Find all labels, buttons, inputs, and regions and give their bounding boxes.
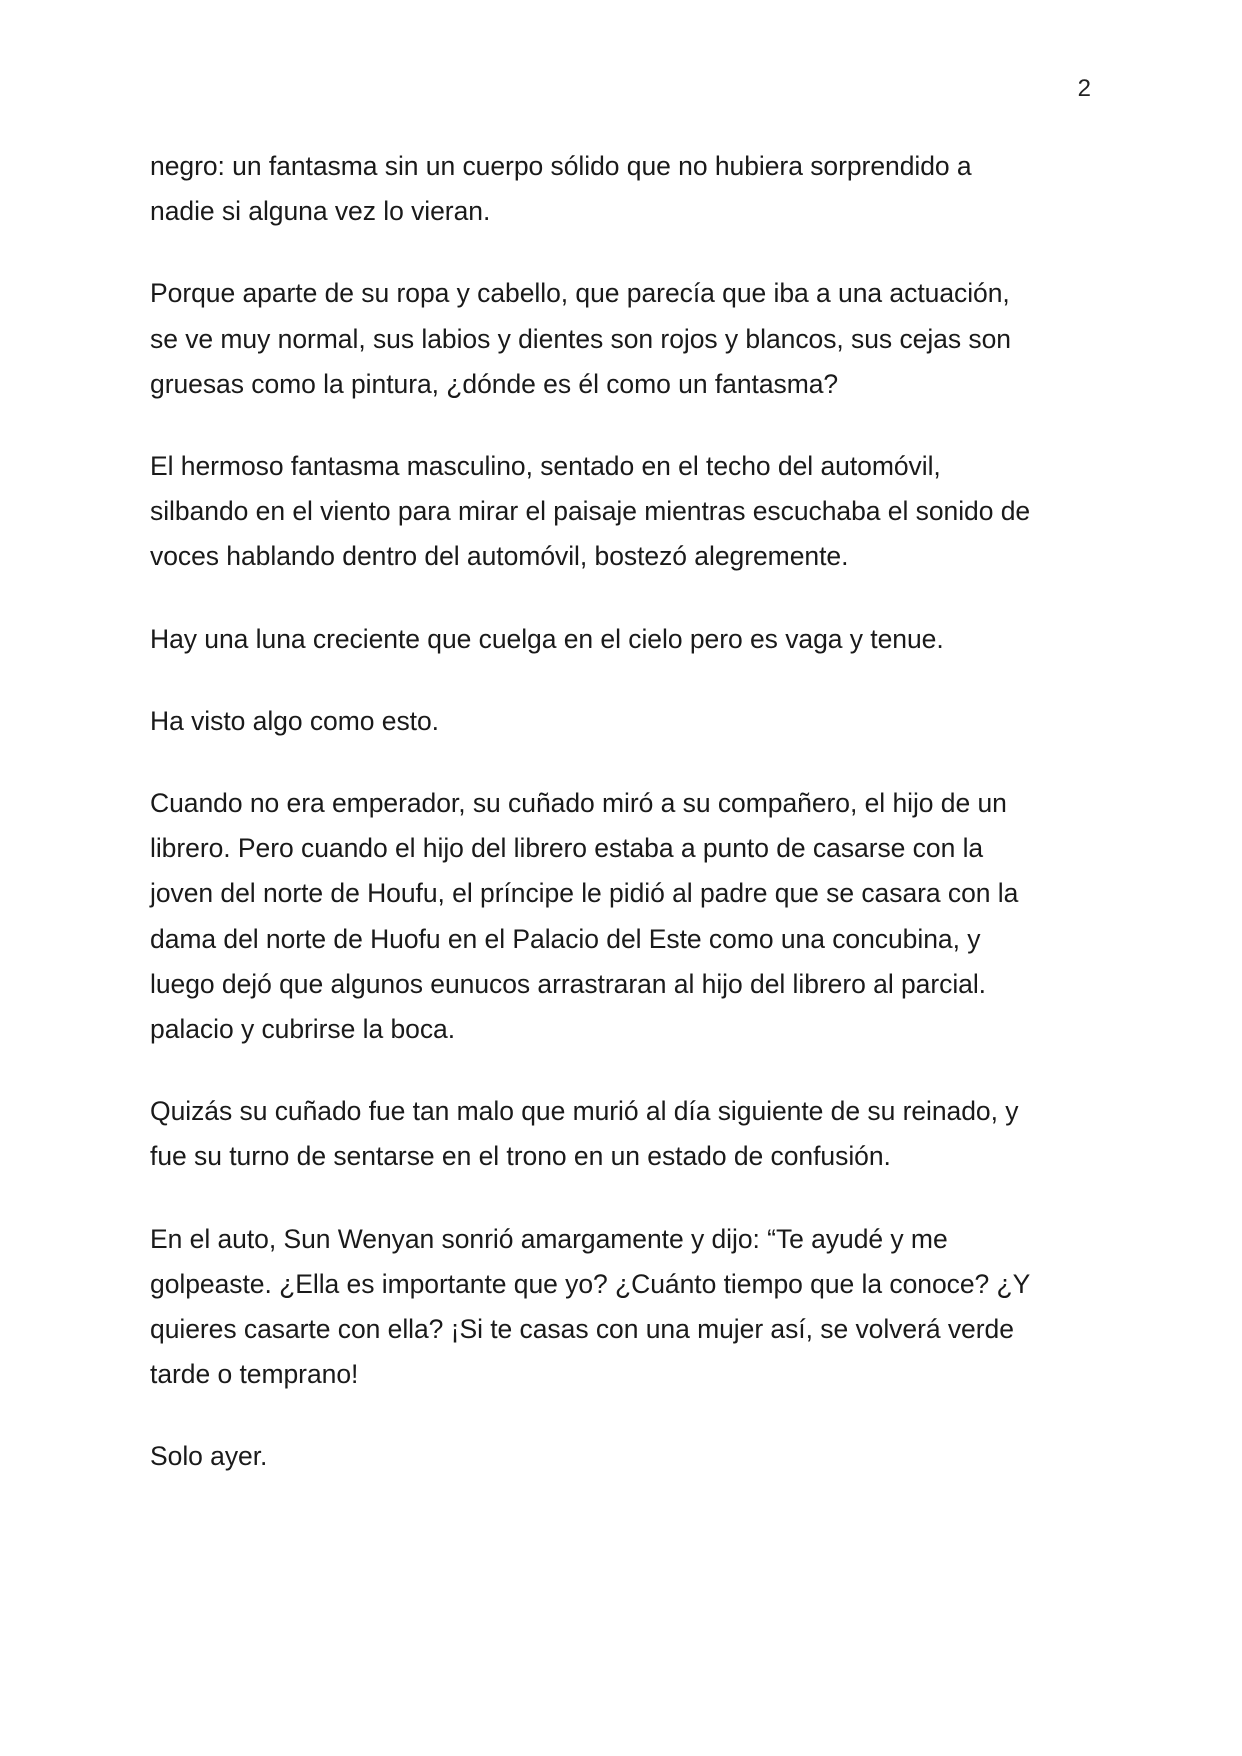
- paragraph-8: En el auto, Sun Wenyan sonrió amargamente y dijo: “Te ayudé y me golpeaste. ¿Ella es importante que yo? ¿Cuánto tiempo que la conoce? ¿Y quieres casarte con ella? ¡Si te casas con una mujer así, se volverá verde tarde o temprano!: [150, 1223, 1031, 1390]
- paragraph-7: Quizás su cuñado fue tan malo que murió al día siguiente de su reinado, y fue su turno de sentarse en el trono en un estado de confusión.: [150, 1096, 1019, 1172]
- paragraph-2: Porque aparte de su ropa y cabello, que parecía que iba a una actuación, se ve muy normal, sus labios y dientes son rojos y blancos, sus cejas son gruesas como la pintura, ¿dónde es él como un fantasma?: [150, 278, 1011, 399]
- paragraph-4: Hay una luna creciente que cuelga en el cielo pero es vaga y tenue.: [150, 623, 944, 654]
- paragraph-1: negro: un fantasma sin un cuerpo sólido que no hubiera sorprendido a nadie si alguna vez lo vieran.: [150, 151, 972, 227]
- paragraph-3: El hermoso fantasma masculino, sentado en el techo del automóvil, silbando en el viento para mirar el paisaje mientras escuchaba el sonido de voces hablando dentro del automóvil, bostezó alegremente.: [150, 451, 1031, 572]
- page-number: 2: [1077, 75, 1091, 102]
- paragraph-6: Cuando no era emperador, su cuñado miró a su compañero, el hijo de un librero. Pero cuando el hijo del librero estaba a punto de casarse con la joven del norte de Houfu, el príncipe le pidió al padre que se casara con la dama del norte de Huofu en el Palacio del Este como una concubina, y luego dejó que algunos eunucos arrastraran al hijo del librero al parcial. palacio y cubrirse la boca.: [150, 788, 1019, 1045]
- document-body: [150, 144, 1100, 1517]
- paragraph-5: Ha visto algo como esto.: [150, 705, 439, 736]
- paragraph-9: Solo ayer.: [150, 1441, 268, 1472]
